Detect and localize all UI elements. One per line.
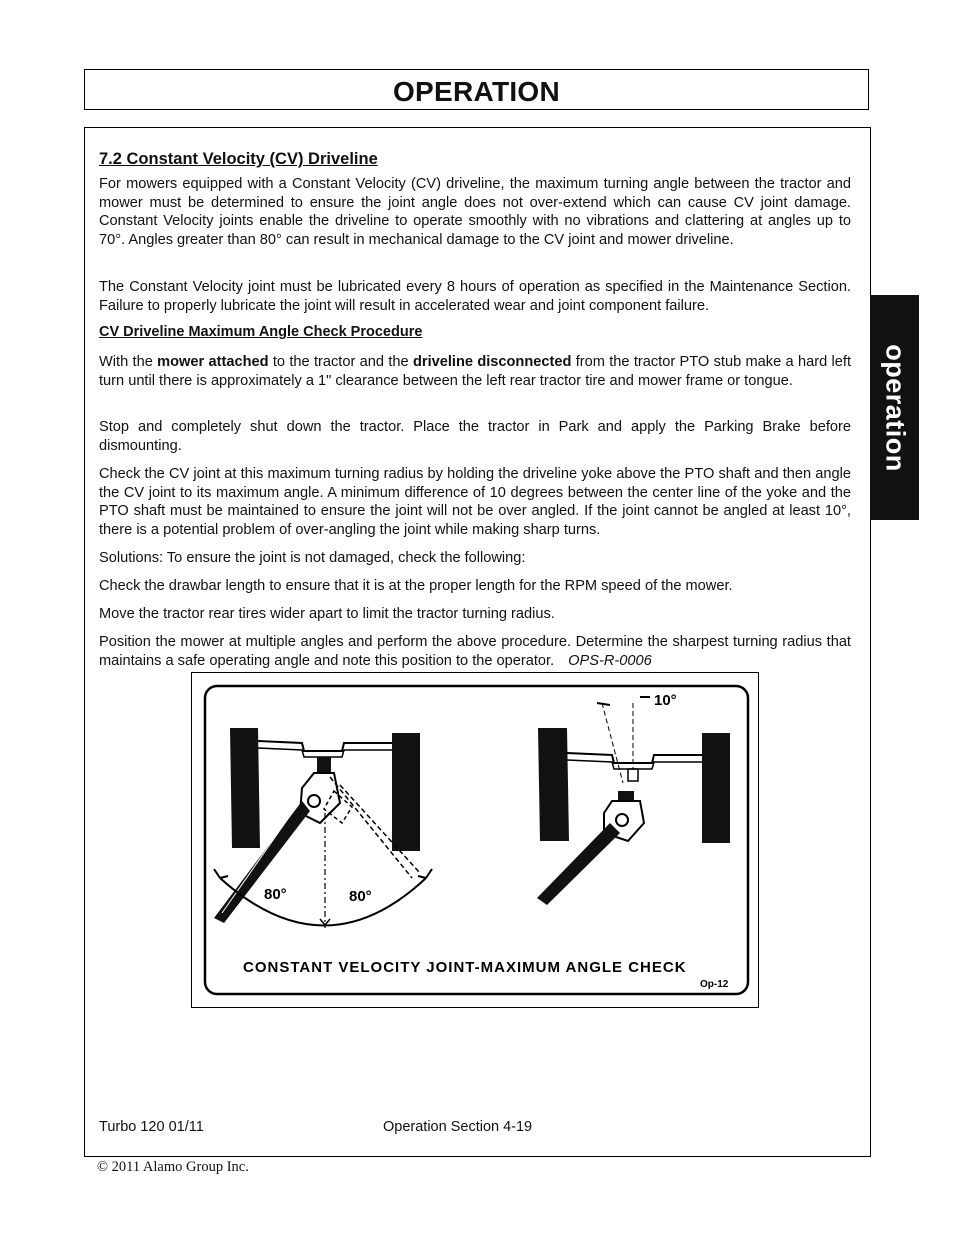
figure-cv-angle-check bbox=[191, 672, 759, 1008]
driveline-disconnected-emphasis: driveline disconnected bbox=[412, 354, 572, 370]
solution-drawbar: Check the drawbar length to ensure that it is at the proper length for the RPM speed of the mower. bbox=[99, 578, 733, 594]
solution-tires: Move the tractor rear tires wider apart to limit the tractor turning radius. bbox=[99, 606, 555, 622]
header-box bbox=[84, 69, 869, 110]
mower-attached-emphasis: mower attached bbox=[157, 354, 269, 370]
right-angle-label: 80° bbox=[349, 888, 372, 905]
footer-model: Turbo 120 01/11 bbox=[99, 1119, 204, 1135]
procedure-step-3: Check the CV joint at this maximum turning radius by holding the driveline yoke above the PTO shaft and then angle the CV joint to its maximum angle. A minimum difference of 10 degrees between the center line of the yoke and the PTO shaft must be maintained to ensure the joint will not be over angled. If the joint cannot be angled at least 10°, there is a potential problem of over-angling the joint while making sharp turns. bbox=[99, 466, 851, 538]
reference-code: OPS-R-0006 bbox=[568, 652, 652, 669]
figure-code: Op-12 bbox=[700, 979, 729, 990]
procedure-title: CV Driveline Maximum Angle Check Procedure bbox=[99, 324, 423, 340]
procedure-step-1: With the mower attached to the tractor and the driveline disconnected from the tractor PTO stub make a hard left turn until there is approximately a 1" clearance between the left rear tractor tire and mower frame or tongue. bbox=[99, 354, 851, 389]
lubrication-paragraph: The Constant Velocity joint must be lubricated every 8 hours of operation as specified in the Maintenance Section. Failure to properly lubricate the joint will result in accelerated wear and joint component failure. bbox=[99, 279, 851, 314]
page-header-title: OPERATION bbox=[392, 76, 561, 107]
right-tractor-diagram bbox=[537, 692, 730, 905]
section-title: 7.2 Constant Velocity (CV) Driveline bbox=[99, 150, 378, 168]
side-tab bbox=[870, 295, 919, 520]
procedure-step-2: Stop and completely shut down the tractor. Place the tractor in Park and apply the Parking Brake before dismounting. bbox=[99, 419, 851, 454]
footer-page: Operation Section 4-19 bbox=[383, 1119, 533, 1135]
figure-caption: CONSTANT VELOCITY JOINT-MAXIMUM ANGLE CHECK bbox=[243, 959, 687, 976]
left-angle-label: 80° bbox=[264, 886, 287, 903]
solution-position: Position the mower at multiple angles and perform the above procedure. Determine the sharpest turning radius that maintains a safe operating angle and note this position to the operator. OPS-R-0006 bbox=[99, 634, 851, 669]
solutions-intro: Solutions: To ensure the joint is not damaged, check the following: bbox=[99, 550, 526, 566]
side-tab-label: operation bbox=[880, 343, 910, 472]
cv-joint-diagram bbox=[192, 673, 758, 1007]
copyright: © 2011 Alamo Group Inc. bbox=[97, 1159, 249, 1175]
left-tractor-diagram bbox=[214, 728, 432, 928]
intro-paragraph: For mowers equipped with a Constant Velocity (CV) driveline, the maximum turning angle between the tractor and mower must be determined to ensure the joint angle does not over-extend which can cause CV joint damage. Constant Velocity joints enable the driveline to operate smoothly with no vibrations and clattering at angles up to 70°. Angles greater than 80° can result in mechanical damage to the CV joint and mower driveline. bbox=[99, 176, 851, 248]
min-angle-label: 10° bbox=[654, 692, 677, 709]
